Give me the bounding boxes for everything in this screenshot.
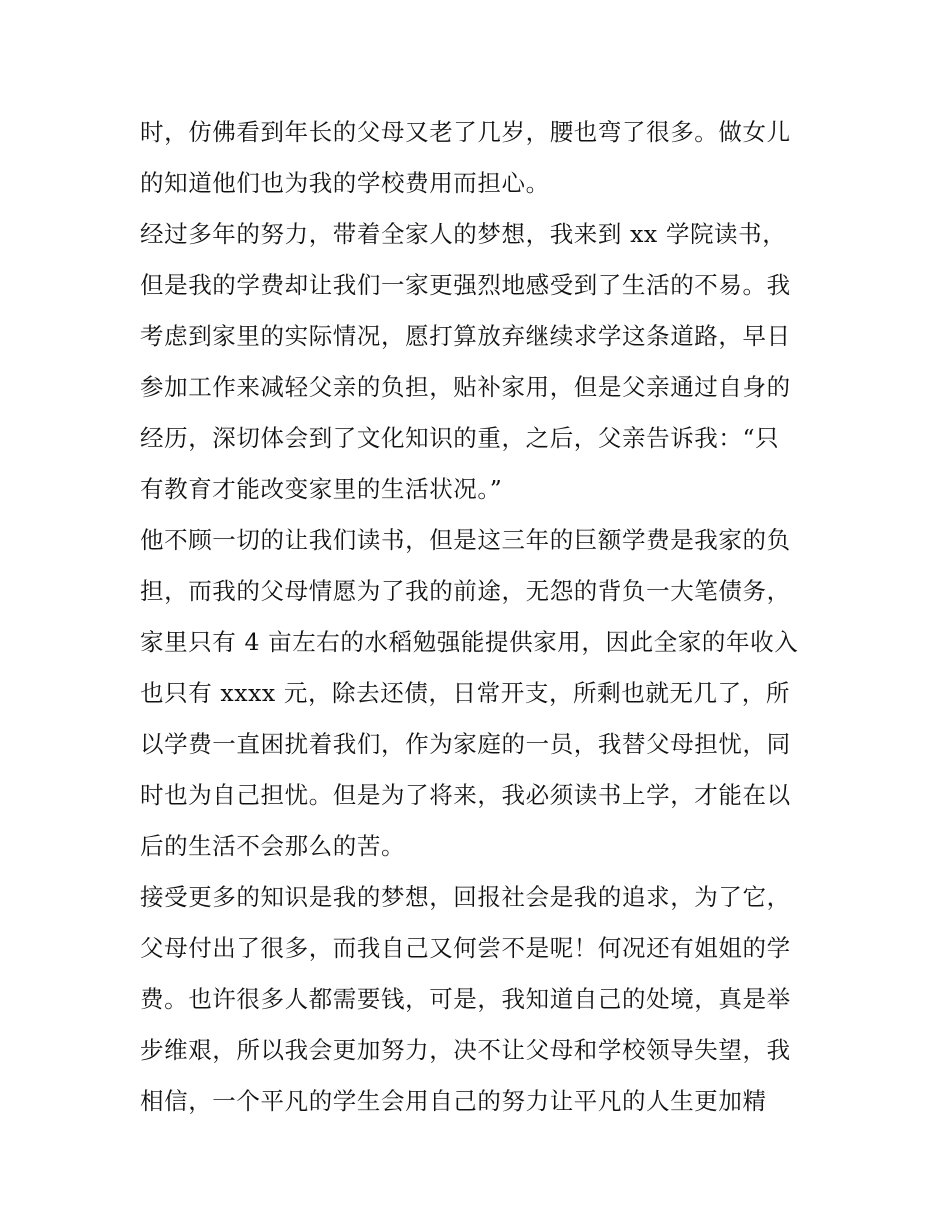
text-line: 家里只有 4 亩左右的水稻勉强能提供家用，因此全家的年收入 [140, 628, 799, 656]
text-line: 经过多年的努力，带着全家人的梦想，我来到 xx 学院读书， [140, 220, 787, 248]
text-line: 费。也许很多人都需要钱，可是，我知道自己的处境，真是举 [140, 985, 791, 1013]
text-line: 也只有 xxxx 元，除去还债，日常开支，所剩也就无几了，所 [140, 679, 790, 707]
text-line: 他不顾一切的让我们读书，但是这三年的巨额学费是我家的负 [140, 526, 791, 554]
text-line: 经历，深切体会到了文化知识的重，之后，父亲告诉我：“只 [140, 424, 780, 452]
text-line: 时，仿佛看到年长的父母又老了几岁，腰也弯了很多。做女儿 [140, 118, 791, 146]
text-line: 父母付出了很多，而我自己又何尝不是呢！何况还有姐姐的学 [140, 934, 791, 962]
text-line: 接受更多的知识是我的梦想，回报社会是我的追求，为了它， [140, 883, 791, 911]
text-line: 的知道他们也为我的学校费用而担心。 [140, 169, 550, 197]
body-text [140, 107, 820, 1127]
text-line: 步维艰，所以我会更加努力，决不让父母和学校领导失望，我 [140, 1036, 791, 1064]
text-line: 时也为自己担忧。但是为了将来，我必须读书上学，才能在以 [140, 781, 791, 809]
text-line: 参加工作来减轻父亲的负担，贴补家用，但是父亲通过自身的 [140, 373, 791, 401]
text-line: 考虑到家里的实际情况，愿打算放弃继续求学这条道路，早日 [140, 322, 791, 350]
text-line: 相信，一个平凡的学生会用自己的努力让平凡的人生更加精 [140, 1087, 767, 1115]
text-line: 后的生活不会那么的苦。 [140, 832, 406, 860]
text-line: 有教育才能改变家里的生活状况。” [140, 475, 503, 503]
text-line: 以学费一直困扰着我们，作为家庭的一员，我替父母担忧，同 [140, 730, 791, 758]
text-line: 担，而我的父母情愿为了我的前途，无怨的背负一大笔债务， [140, 577, 791, 605]
text-line: 但是我的学费却让我们一家更强烈地感受到了生活的不易。我 [140, 271, 791, 299]
